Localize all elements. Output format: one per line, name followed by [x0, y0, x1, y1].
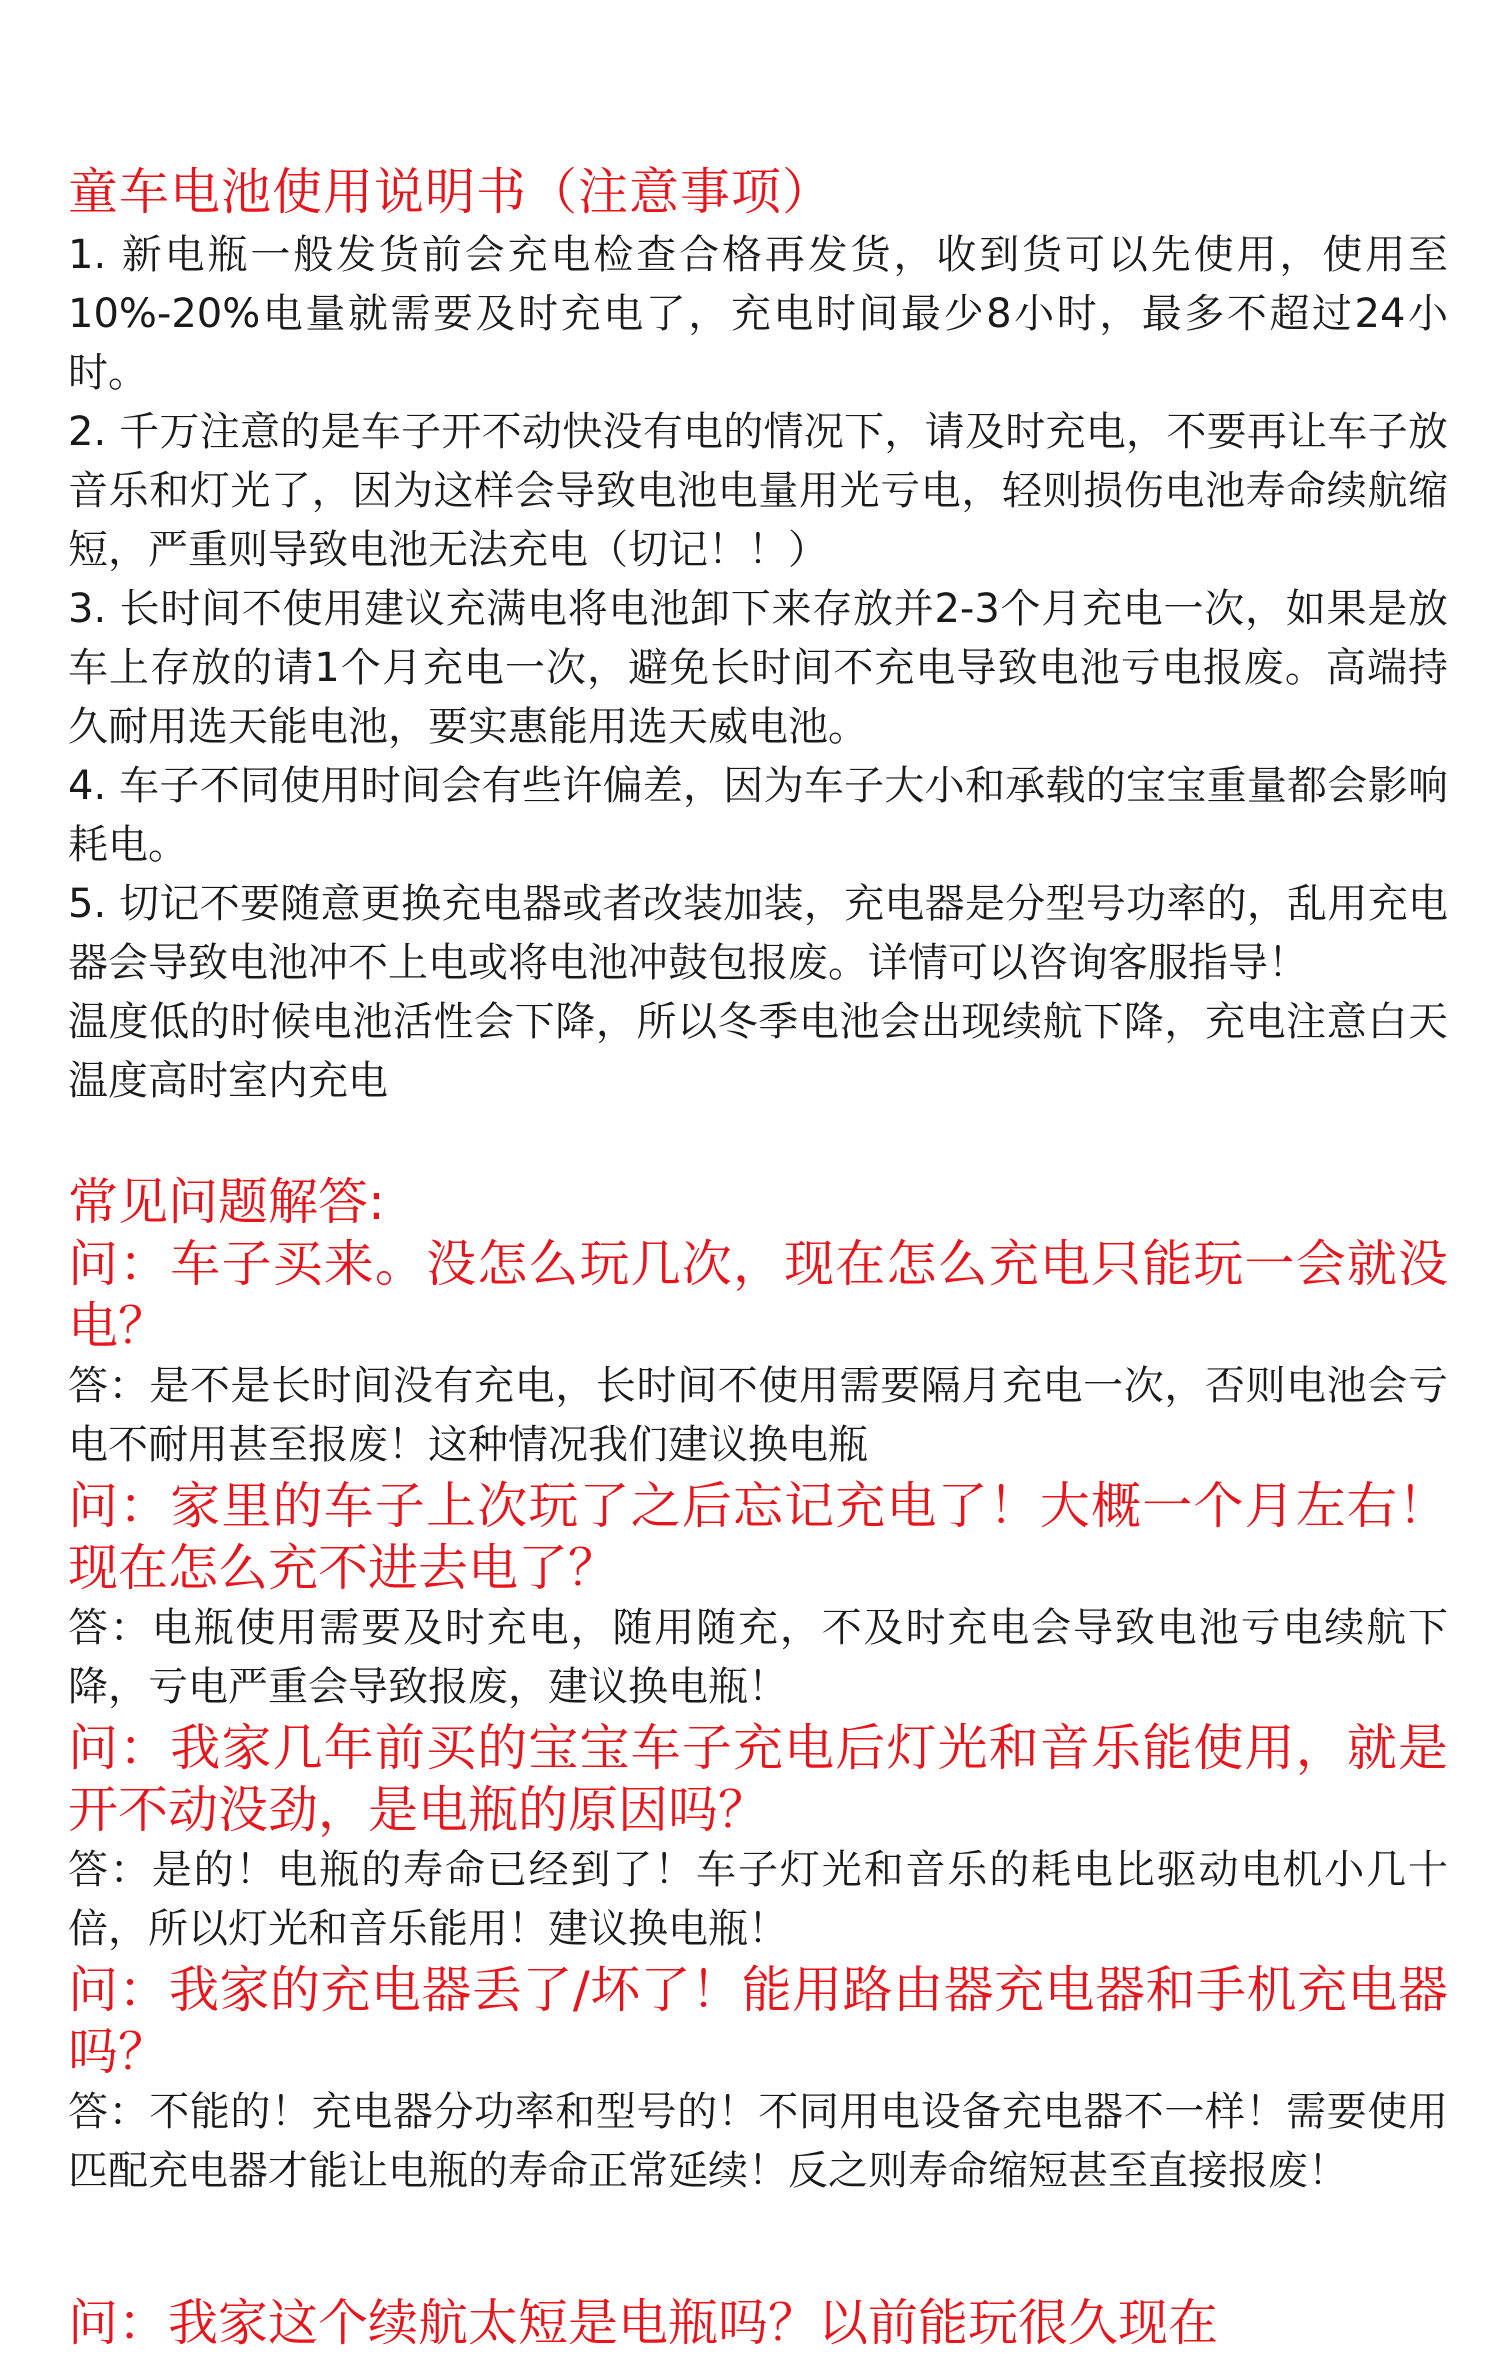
manual-item-3: 3. 长时间不使用建议充满电将电池卸下来存放并2-3个月充电一次，如果是放车上存放的请1个月充电一次，避免长时间不充电导致电池亏电报废。高端持久耐用选天能电池，要实惠能用选天威电池。: [68, 586, 1448, 750]
manual-item-1: 1. 新电瓶一般发货前会充电检查合格再发货，收到货可以先使用，使用至10%-20%电量就需要及时充电了，充电时间最少8小时，最多不超过24小时。: [68, 232, 1448, 396]
faq-question-cutoff-text: 问：我家这个续航太短是电瓶吗？以前能玩很久现在: [68, 2294, 1218, 2352]
faq-answer-2: 答：电瓶使用需要及时充电，随用随充，不及时充电会导致电池亏电续航下降，亏电严重会导致报废，建议换电瓶！: [68, 1605, 1448, 1710]
manual-temperature-note: 温度低的时候电池活性会下降，所以冬季电池会出现续航下降，充电注意白天温度高时室内充电: [68, 999, 1448, 1104]
faq-question-cutoff: [68, 2290, 1448, 2352]
faq-heading: 常见问题解答:: [68, 1173, 385, 1231]
faq-answer-4: 答：不能的！充电器分功率和型号的！不同用电设备充电器不一样！需要使用匹配充电器才能让电瓶的寿命正常延续！反之则寿命缩短甚至直接报废！: [68, 2089, 1448, 2194]
manual-item-2: 2. 千万注意的是车子开不动快没有电的情况下，请及时充电，不要再让车子放音乐和灯光了，因为这样会导致电池电量用光亏电，轻则损伤电池寿命续航缩短，严重则导致电池无法充电（切记！！）: [68, 409, 1448, 573]
section-spacer: [68, 1111, 1448, 1171]
faq-question-2: 问：家里的车子上次玩了之后忘记充电了！大概一个月左右！现在怎么充不进去电了？: [68, 1477, 1448, 1597]
faq-question-1: 问：车子买来。没怎么玩几次，现在怎么充电只能玩一会就没电？: [68, 1235, 1448, 1355]
faq-answer-1: 答：是不是长时间没有充电，长时间不使用需要隔月充电一次，否则电池会亏电不耐用甚至报废！这种情况我们建议换电瓶: [68, 1363, 1448, 1468]
manual-item-5: 5. 切记不要随意更换充电器或者改装加装，充电器是分型号功率的，乱用充电器会导致电池冲不上电或将电池冲鼓包报废。详情可以咨询客服指导！: [68, 881, 1448, 986]
manual-title: 童车电池使用说明书（注意事项）: [68, 163, 833, 221]
faq-question-4: 问：我家的充电器丢了/坏了！能用路由器充电器和手机充电器吗？: [68, 1961, 1448, 2081]
manual-document: [68, 158, 1448, 2201]
manual-item-4: 4. 车子不同使用时间会有些许偏差，因为车子大小和承载的宝宝重量都会影响耗电。: [68, 763, 1448, 868]
faq-answer-3: 答：是的！电瓶的寿命已经到了！车子灯光和音乐的耗电比驱动电机小几十倍，所以灯光和音乐能用！建议换电瓶！: [68, 1847, 1448, 1952]
faq-question-3: 问：我家几年前买的宝宝车子充电后灯光和音乐能使用，就是开不动没劲，是电瓶的原因吗？: [68, 1719, 1448, 1839]
